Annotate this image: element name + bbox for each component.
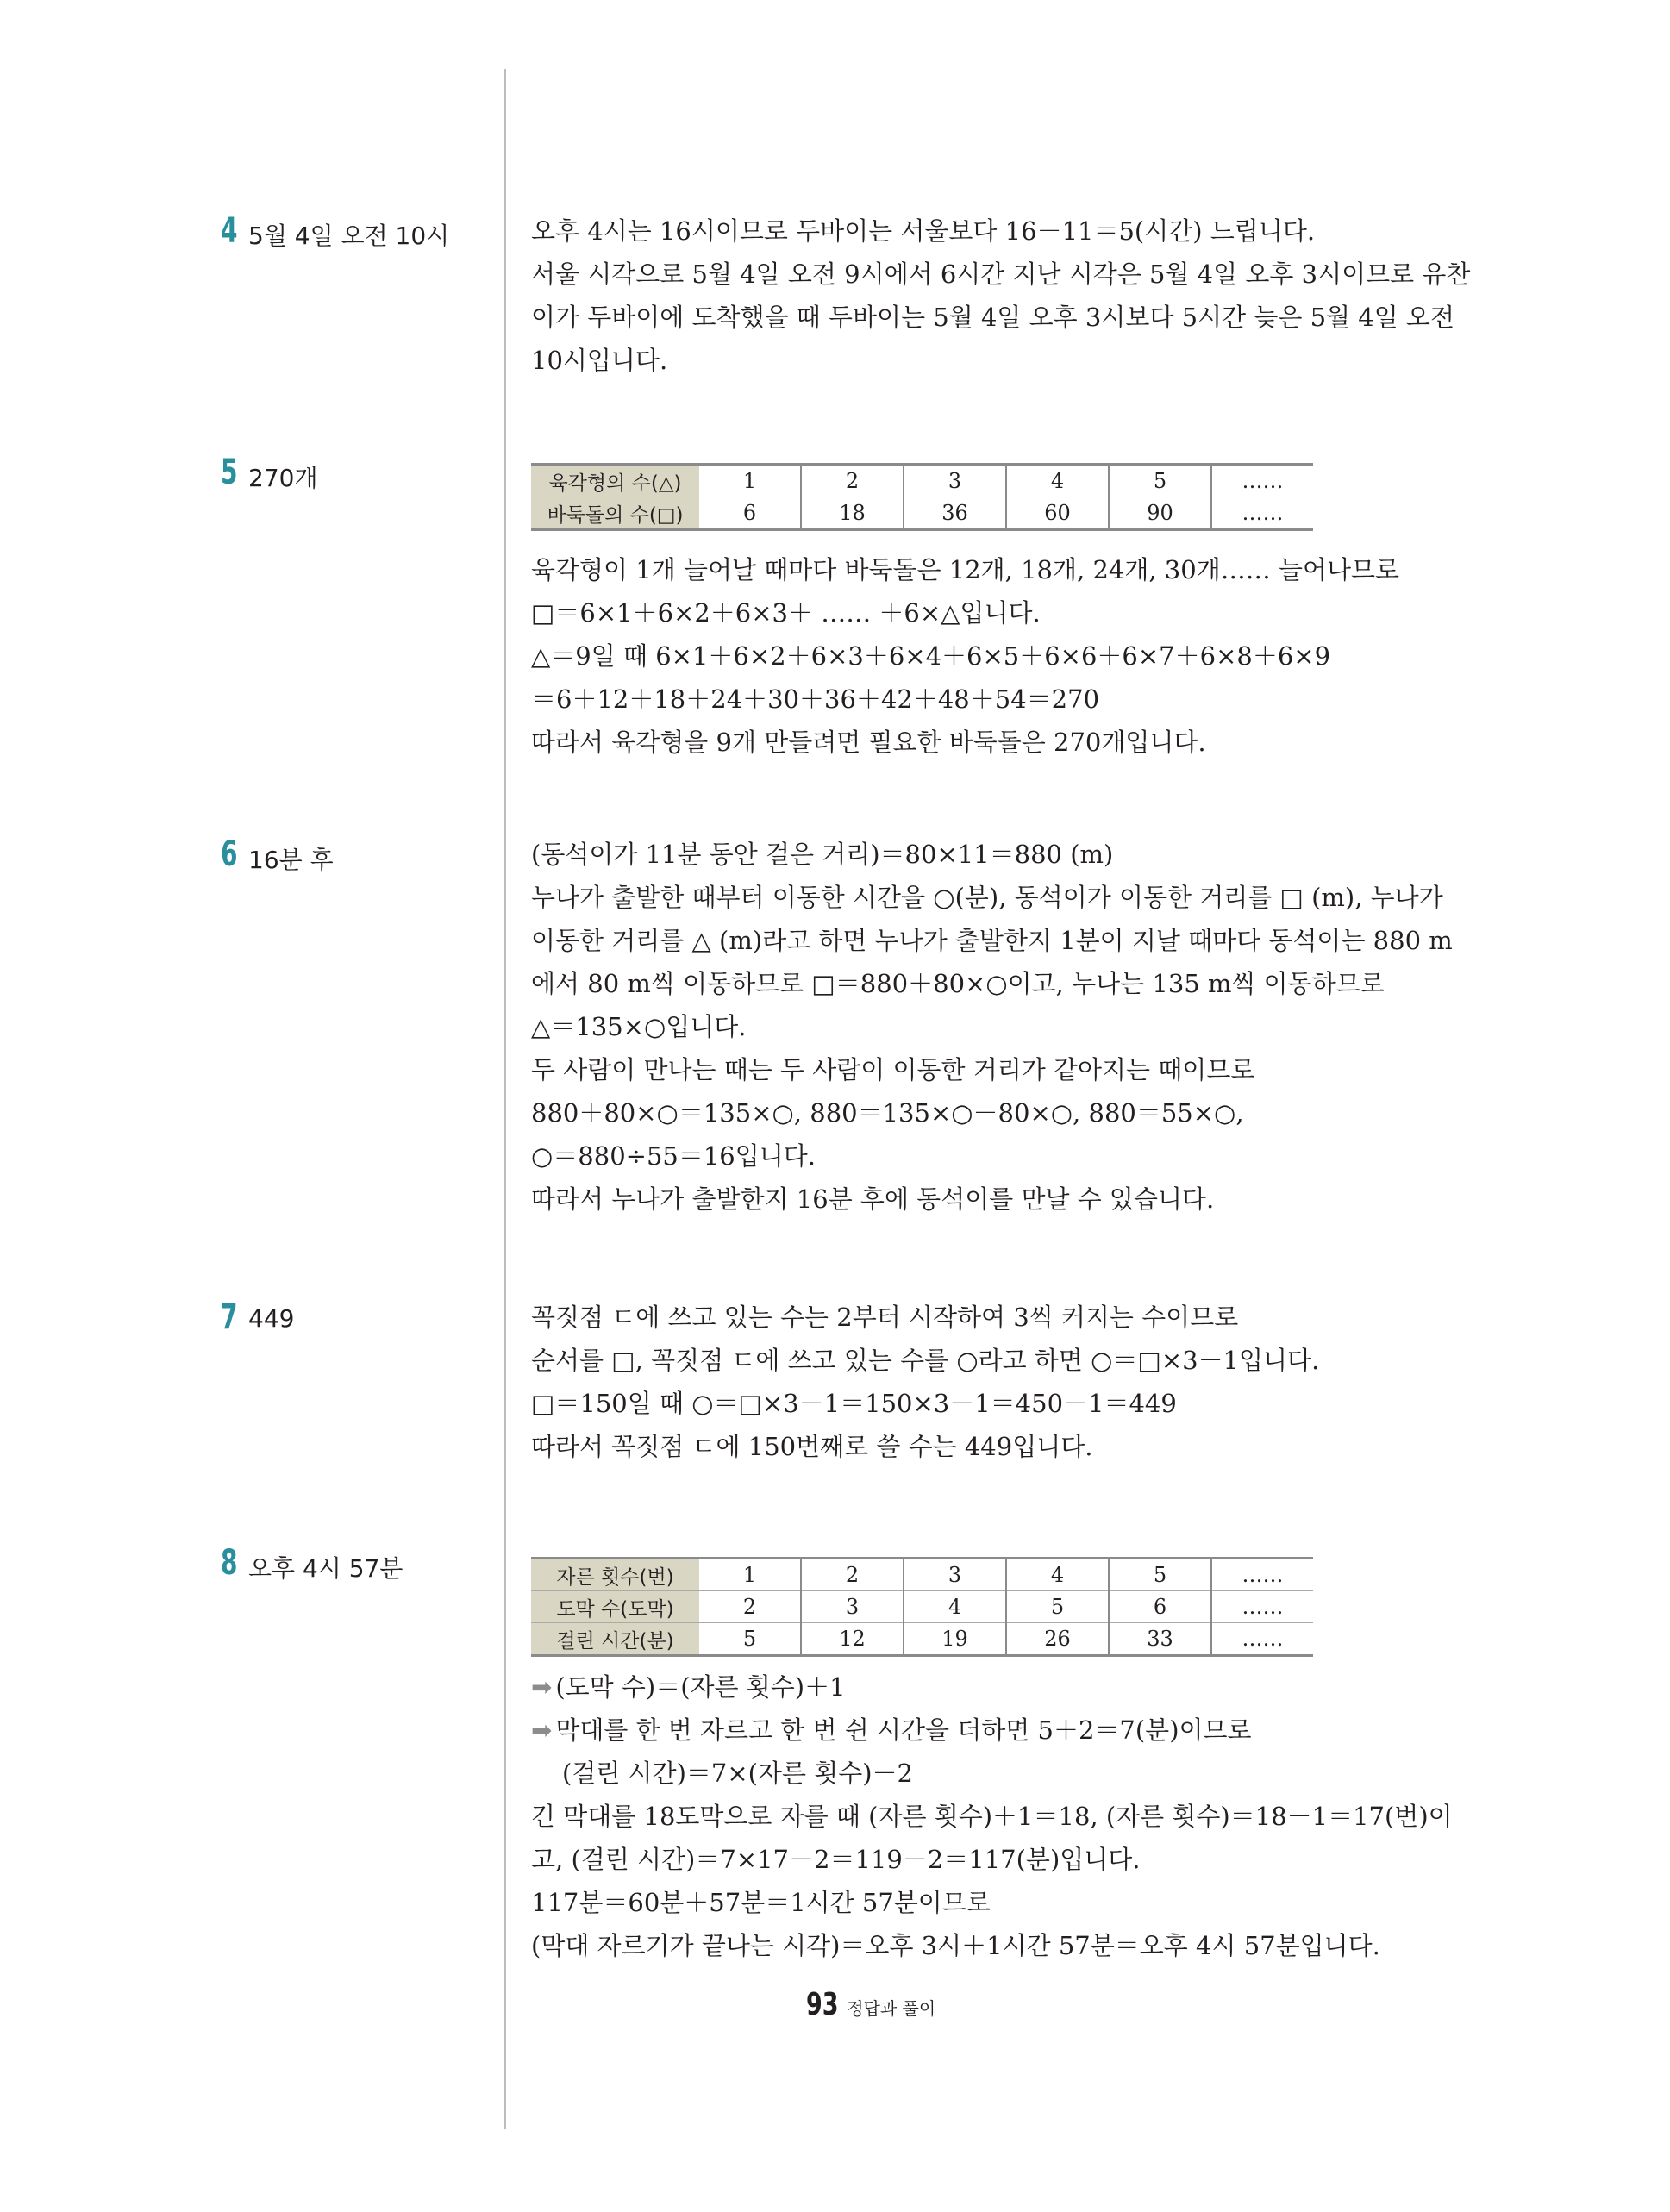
solution-line: 순서를 □, 꼭짓점 ㄷ에 쓰고 있는 수를 ○라고 하면 ○＝□×3－1입니다.: [531, 1346, 1320, 1375]
footer-label: 정답과 풀이: [847, 1998, 936, 2019]
table-cell: ……: [1211, 1559, 1313, 1591]
solution-line: 117분＝60분＋57분＝1시간 57분이므로: [531, 1888, 991, 1917]
answer-text: 오후 4시 57분: [248, 1554, 403, 1583]
solution: [531, 463, 1445, 764]
cutting-time-table: [531, 1557, 1313, 1657]
table-row-header: 육각형의 수(△): [531, 465, 699, 497]
table-cell: 6: [699, 497, 801, 530]
problem-number: 4: [221, 211, 238, 251]
solution-line: 따라서 꼭짓점 ㄷ에 150번째로 쓸 수는 449입니다.: [531, 1432, 1093, 1461]
table-cell: 5: [1109, 1559, 1211, 1591]
solution-line: ＝6＋12＋18＋24＋30＋36＋42＋48＋54＝270: [531, 684, 1100, 714]
table-cell: 5: [1006, 1591, 1109, 1623]
solution-line: 누나가 출발한 때부터 이동한 시간을 ○(분), 동석이가 이동한 거리를 □ (m), 누나가: [531, 883, 1443, 912]
solution-line: (막대 자르기가 끝나는 시각)＝오후 3시＋1시간 57분＝오후 4시 57분입니다.: [531, 1931, 1380, 1960]
table-cell: 19: [904, 1623, 1006, 1656]
solution-line: (걸린 시간)＝7×(자른 횟수)－2: [562, 1759, 914, 1788]
table-cell: 3: [801, 1591, 904, 1623]
solution-line: [531, 1665, 1445, 1709]
answer-text: 270개: [248, 464, 318, 492]
table-cell: 33: [1109, 1623, 1211, 1656]
table-row-header: 걸린 시간(분): [531, 1623, 699, 1656]
solution-line: 두 사람이 만나는 때는 두 사람이 이동한 거리가 같아지는 때이므로: [531, 1055, 1255, 1084]
table-cell: ……: [1211, 465, 1313, 497]
column-divider: [504, 69, 506, 2129]
table-row-header: 자른 횟수(번): [531, 1559, 699, 1591]
solution-line: [531, 1709, 1445, 1752]
solution-line: 오후 4시는 16시이므로 두바이는 서울보다 16－11＝5(시간) 느립니다.: [531, 216, 1316, 246]
table-cell: ……: [1211, 497, 1313, 530]
problem-number: 8: [221, 1543, 238, 1583]
table-cell: 4: [904, 1591, 1006, 1623]
table-cell: 4: [1006, 1559, 1109, 1591]
table-cell: 2: [801, 465, 904, 497]
table-cell: 12: [801, 1623, 904, 1656]
solution-line: △＝135×○입니다.: [531, 1012, 747, 1041]
solution-line: 이가 두바이에 도착했을 때 두바이는 5월 4일 오후 3시보다 5시간 늦은 5월 4일 오전: [531, 303, 1454, 332]
table-row-header: 바둑돌의 수(□): [531, 497, 699, 530]
solution-line: 육각형이 1개 늘어날 때마다 바둑돌은 12개, 18개, 24개, 30개…… 늘어나므로: [531, 555, 1400, 584]
solution-line: △＝9일 때 6×1＋6×2＋6×3＋6×4＋6×5＋6×6＋6×7＋6×8＋6×9: [531, 641, 1331, 671]
arrow-line-text: (도막 수)＝(자른 횟수)＋1: [555, 1672, 846, 1702]
solution-line: 10시입니다.: [531, 346, 668, 375]
solution-line: 에서 80 m씩 이동하므로 □＝880＋80×○이고, 누나는 135 m씩 이동하므로: [531, 969, 1385, 998]
table-cell: 1: [699, 465, 801, 497]
table-cell: 5: [1109, 465, 1211, 497]
solution-line: (동석이가 11분 동안 걸은 거리)＝80×11＝880 (m): [531, 840, 1114, 869]
solution-line: □＝6×1＋6×2＋6×3＋ …… ＋6×△입니다.: [531, 598, 1041, 628]
table-cell: ……: [1211, 1591, 1313, 1623]
table-cell: 90: [1109, 497, 1211, 530]
solution-line: 긴 막대를 18도막으로 자를 때 (자른 횟수)＋1＝18, (자른 횟수)＝18－1＝17(번)이: [531, 1802, 1453, 1831]
table-cell: 26: [1006, 1623, 1109, 1656]
table-cell: 6: [1109, 1591, 1211, 1623]
table-cell: 3: [904, 1559, 1006, 1591]
page-number: 93: [806, 1987, 839, 2022]
table-row-header: 도막 수(도막): [531, 1591, 699, 1623]
arrow-line-text: 막대를 한 번 자르고 한 번 쉰 시간을 더하면 5＋2＝7(분)이므로: [555, 1715, 1252, 1745]
page-footer: [806, 1987, 935, 2022]
problem-number: 6: [221, 834, 238, 874]
solution-line: 따라서 누나가 출발한지 16분 후에 동석이를 만날 수 있습니다.: [531, 1184, 1215, 1214]
table-cell: 18: [801, 497, 904, 530]
solution: [531, 1557, 1453, 1967]
answer-text: 449: [248, 1304, 295, 1333]
answer-text: 5월 4일 오전 10시: [248, 222, 450, 250]
solution-line: 따라서 육각형을 9개 만들려면 필요한 바둑돌은 270개입니다.: [531, 728, 1206, 757]
solution-line: 880＋80×○＝135×○, 880＝135×○－80×○, 880＝55×○,: [531, 1098, 1244, 1128]
problem-number: 7: [221, 1297, 238, 1337]
table-row: [531, 465, 1313, 497]
hexagon-stone-table: [531, 463, 1313, 531]
table-cell: 4: [1006, 465, 1109, 497]
table-cell: 2: [699, 1591, 801, 1623]
solution: [531, 833, 1453, 1221]
answer-text: 16분 후: [248, 846, 334, 874]
table-cell: 36: [904, 497, 1006, 530]
solution-line: 꼭짓점 ㄷ에 쓰고 있는 수는 2부터 시작하여 3씩 커지는 수이므로: [531, 1303, 1239, 1332]
solution: [531, 1296, 1445, 1468]
arrow-right-icon: ➡: [531, 1715, 553, 1745]
solution-line: □＝150일 때 ○＝□×3－1＝150×3－1＝450－1＝449: [531, 1389, 1177, 1418]
solution-line: 고, (걸린 시간)＝7×17－2＝119－2＝117(분)입니다.: [531, 1845, 1141, 1874]
solution-line: 서울 시각으로 5월 4일 오전 9시에서 6시간 지난 시각은 5월 4일 오후 3시이므로 유찬: [531, 259, 1471, 289]
solution-line: 이동한 거리를 △ (m)라고 하면 누나가 출발한지 1분이 지날 때마다 동석이는 880 m: [531, 926, 1453, 955]
table-cell: 3: [904, 465, 1006, 497]
table-row: [531, 497, 1313, 530]
problem-number: 5: [221, 453, 238, 492]
solution-line: ○＝880÷55＝16입니다.: [531, 1141, 816, 1171]
table-row: [531, 1559, 1313, 1591]
solution: [531, 209, 1471, 382]
table-cell: 1: [699, 1559, 801, 1591]
table-row: [531, 1623, 1313, 1656]
table-cell: 60: [1006, 497, 1109, 530]
table-cell: 2: [801, 1559, 904, 1591]
table-cell: 5: [699, 1623, 801, 1656]
table-row: [531, 1591, 1313, 1623]
arrow-right-icon: ➡: [531, 1672, 553, 1702]
table-cell: ……: [1211, 1623, 1313, 1656]
